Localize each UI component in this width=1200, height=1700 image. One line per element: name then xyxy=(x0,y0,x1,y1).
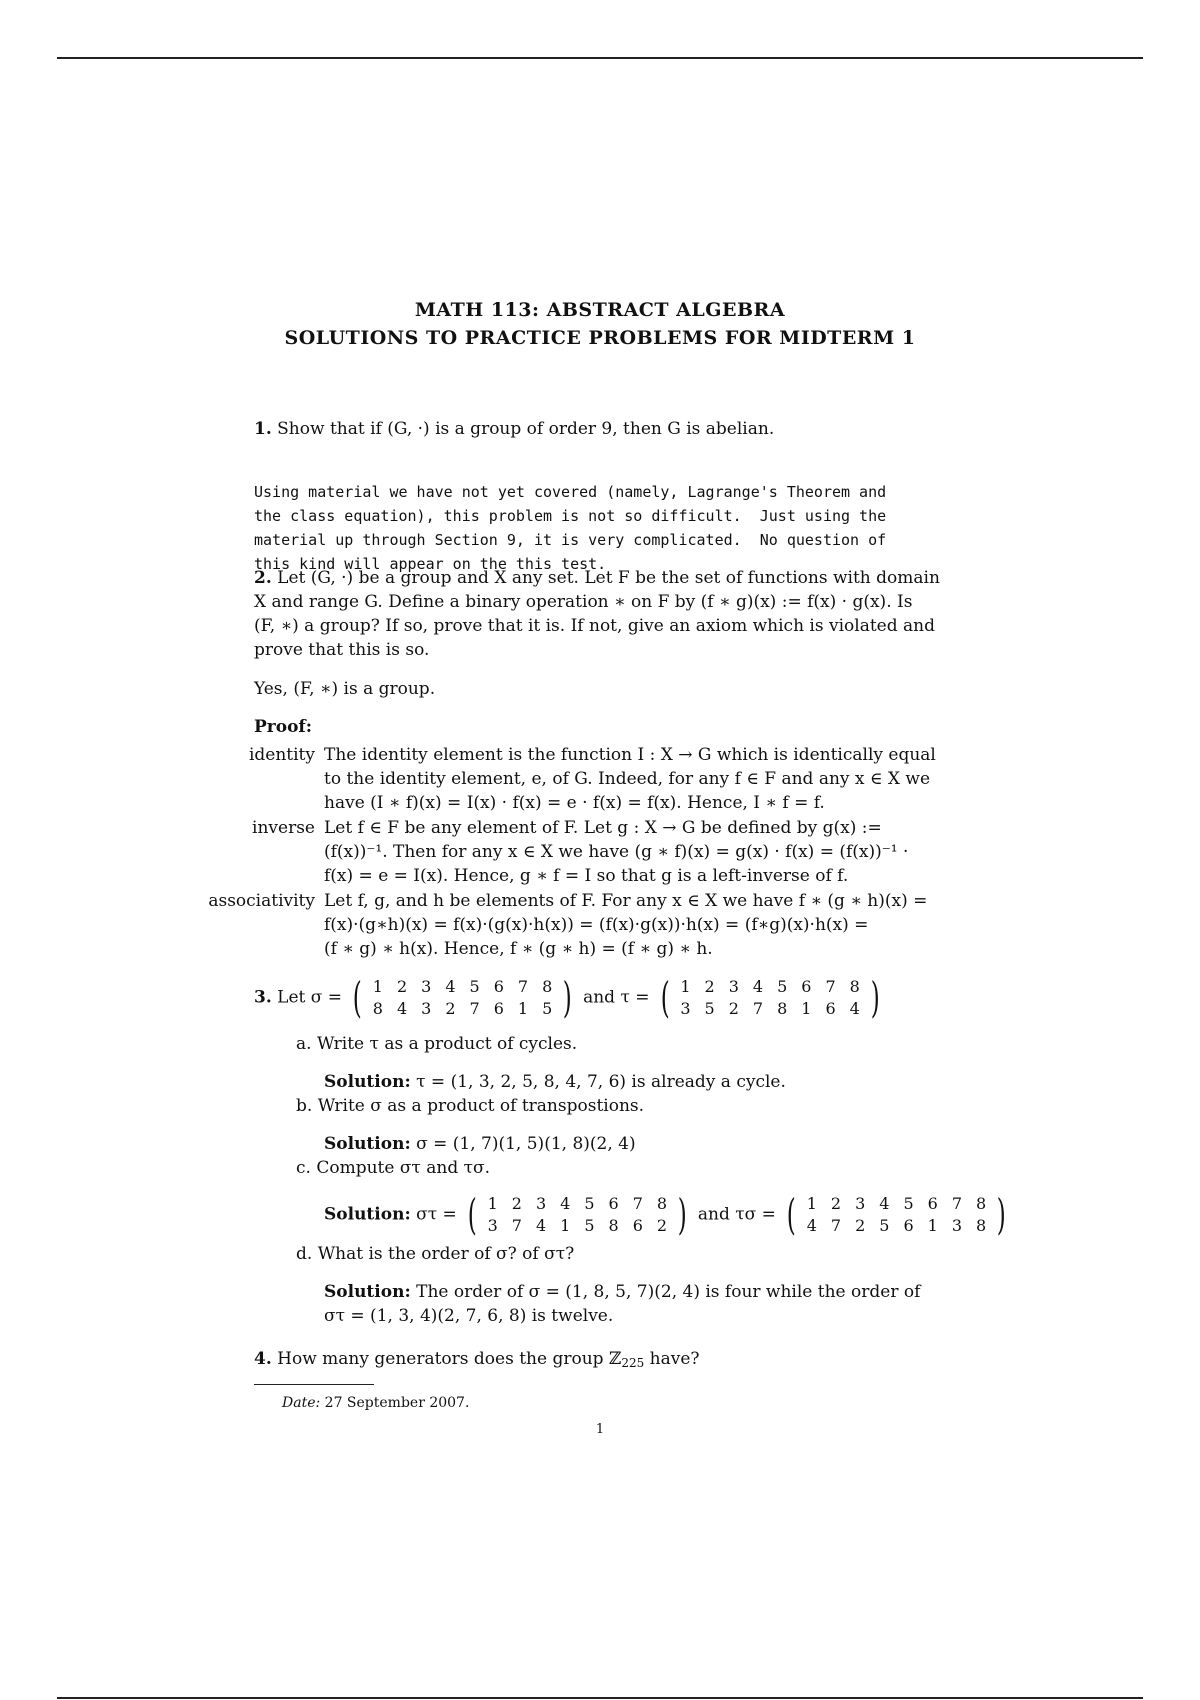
matrix-entry: 8 xyxy=(372,999,383,1018)
matrix-entry: 3 xyxy=(728,977,739,996)
problem-4-number: 4. xyxy=(254,1349,272,1369)
problem-3-statement xyxy=(254,973,994,1022)
right-paren: ) xyxy=(677,1190,687,1239)
proof-line: Let f ∈ F be any element of F. Let g : X → G be defined by g(x) := xyxy=(324,818,882,838)
proof-item-label: inverse xyxy=(252,818,315,838)
proof-label: Proof: xyxy=(254,717,313,737)
matrix-entry: 5 xyxy=(584,1194,595,1213)
left-paren: ( xyxy=(467,1190,477,1239)
matrix-top-row xyxy=(800,1193,994,1215)
matrix-entry: 8 xyxy=(976,1216,987,1235)
part-a-question: a. Write τ as a product of cycles. xyxy=(296,1034,578,1054)
problem-4-tail: have? xyxy=(644,1349,700,1369)
matrix-bottom-row xyxy=(800,1215,994,1237)
matrix-entry: 2 xyxy=(511,1194,522,1213)
matrix-entry: 7 xyxy=(825,977,836,996)
matrix-entry: 1 xyxy=(560,1216,571,1235)
problem-1-number: 1. xyxy=(254,419,272,439)
matrix-entry: 4 xyxy=(879,1194,890,1213)
matrix-entry: 1 xyxy=(806,1194,817,1213)
matrix-entry: 6 xyxy=(927,1194,938,1213)
right-paren: ) xyxy=(996,1190,1006,1239)
part-b-solution xyxy=(324,1132,636,1156)
matrix-entry: 3 xyxy=(855,1194,866,1213)
left-paren: ( xyxy=(353,973,363,1022)
question-line: (F, ∗) a group? If so, prove that it is. If not, give an axiom which is violated and xyxy=(254,616,935,636)
matrix-entry: 6 xyxy=(608,1194,619,1213)
matrix-entry: 6 xyxy=(493,977,504,996)
matrix-entry: 6 xyxy=(493,999,504,1018)
answer-line: this kind will appear on the this test. xyxy=(254,555,607,573)
solution-text: σ = (1, 7)(1, 5)(1, 8)(2, 4) xyxy=(416,1134,636,1154)
matrix-entry: 5 xyxy=(584,1216,595,1235)
matrix-entry: 8 xyxy=(542,977,553,996)
matrix-entry: 2 xyxy=(445,999,456,1018)
problem-1-question xyxy=(254,417,977,441)
let-sigma-text: Let σ = xyxy=(277,987,342,1008)
matrix-entry: 5 xyxy=(879,1216,890,1235)
matrix-entry: 5 xyxy=(704,999,715,1018)
solution-text: The order of σ = (1, 8, 5, 7)(2, 4) is four while the order of xyxy=(416,1282,921,1302)
part-b-question: b. Write σ as a product of transpostions. xyxy=(296,1096,645,1116)
matrix-entry: 3 xyxy=(487,1216,498,1235)
matrix-entry: 2 xyxy=(396,977,408,996)
matrix-entry: 2 xyxy=(656,1216,668,1235)
matrix-entry: 2 xyxy=(855,1216,866,1235)
matrix-entry: 8 xyxy=(608,1216,619,1235)
problem-4-subscript: 225 xyxy=(621,1356,645,1370)
matrix-entry: 1 xyxy=(680,977,691,996)
matrix-entry: 4 xyxy=(752,977,764,996)
matrix-entry: 7 xyxy=(951,1194,963,1213)
matrix-entry: 4 xyxy=(535,1216,547,1235)
matrix-entry: 3 xyxy=(680,999,691,1018)
proof-line: f(x) = e = I(x). Hence, g ∗ f = I so that g is a left-inverse of f. xyxy=(324,866,849,886)
part-d-question: d. What is the order of σ? of στ? xyxy=(296,1244,575,1264)
page-number: 1 xyxy=(595,1422,605,1437)
part-a-solution xyxy=(324,1070,786,1094)
proof-item-body xyxy=(324,743,979,815)
matrix-entry: 7 xyxy=(469,999,480,1018)
solution-label: Solution: xyxy=(324,1282,411,1302)
matrix-entry: 4 xyxy=(849,999,860,1018)
matrix-entry: 5 xyxy=(777,977,788,996)
problem-2-question xyxy=(254,566,977,662)
problem-4-question xyxy=(254,1347,977,1375)
matrix-entry: 7 xyxy=(752,999,764,1018)
left-paren: ( xyxy=(787,1190,797,1239)
proof-line: f(x)·(g∗h)(x) = f(x)·(g(x)·h(x)) = (f(x)·g(x))·h(x) = (f∗g)(x)·h(x) = xyxy=(324,915,869,935)
part-c-question: c. Compute στ and τσ. xyxy=(296,1158,491,1178)
tau-matrix xyxy=(657,973,883,1022)
proof-line: Let f, g, and h be elements of F. For any x ∈ X we have f ∗ (g ∗ h)(x) = xyxy=(324,891,928,911)
matrix-entry: 4 xyxy=(560,1194,571,1213)
matrix-entry: 8 xyxy=(976,1194,987,1213)
matrix-entry: 1 xyxy=(372,977,383,996)
proof-line: The identity element is the function I : X → G which is identically equal xyxy=(324,745,936,765)
right-paren: ) xyxy=(870,973,880,1022)
solution-label: Solution: xyxy=(324,1134,411,1154)
matrix-entry: 8 xyxy=(656,1194,668,1213)
problem-2-answer: Yes, (F, ∗) is a group. xyxy=(254,679,436,699)
matrix-entry: 3 xyxy=(951,1216,963,1235)
sigma-tau-text: στ = xyxy=(416,1204,457,1225)
matrix-entry: 7 xyxy=(517,977,529,996)
matrix-entry: 3 xyxy=(535,1194,547,1213)
proof-line: (f ∗ g) ∗ h(x). Hence, f ∗ (g ∗ h) = (f ∗ g) ∗ h. xyxy=(324,939,713,959)
matrix-entry: 1 xyxy=(801,999,812,1018)
bottom-rule xyxy=(57,1697,1143,1699)
and-tau-sigma-text: and τσ = xyxy=(697,1204,776,1225)
matrix-entry: 6 xyxy=(825,999,836,1018)
matrix-bottom-row xyxy=(366,998,560,1020)
footnote-text: 27 September 2007. xyxy=(324,1395,470,1411)
sigma-matrix xyxy=(349,973,575,1022)
matrix-top-row xyxy=(366,976,560,998)
matrix-top-row xyxy=(673,976,867,998)
matrix-entry: 5 xyxy=(903,1194,914,1213)
problem-4-text: How many generators does the group ℤ xyxy=(277,1349,622,1369)
sigma-tau-matrix xyxy=(464,1190,690,1239)
proof-line: (f(x))⁻¹. Then for any x ∈ X we have (g ∗ f)(x) = g(x) · f(x) = (f(x))⁻¹ · xyxy=(324,842,909,862)
matrix-entry: 5 xyxy=(469,977,480,996)
question-line: Let (G, ·) be a group and X any set. Let F be the set of functions with domain xyxy=(277,568,940,588)
matrix-bottom-row xyxy=(481,1215,675,1237)
matrix-entry: 3 xyxy=(421,977,432,996)
tau-sigma-matrix xyxy=(783,1190,1009,1239)
problem-3-number: 3. xyxy=(254,987,272,1008)
matrix-entry: 1 xyxy=(927,1216,938,1235)
solution-label: Solution: xyxy=(324,1204,411,1225)
matrix-entry: 7 xyxy=(632,1194,643,1213)
matrix-top-row xyxy=(481,1193,675,1215)
title-line-1: MATH 113: ABSTRACT ALGEBRA xyxy=(414,299,786,321)
matrix-entry: 7 xyxy=(511,1216,522,1235)
matrix-entry: 6 xyxy=(632,1216,643,1235)
matrix-entry: 1 xyxy=(517,999,529,1018)
matrix-entry: 5 xyxy=(542,999,553,1018)
matrix-entry: 4 xyxy=(806,1216,817,1235)
matrix-entry: 6 xyxy=(903,1216,914,1235)
matrix-entry: 8 xyxy=(777,999,788,1018)
matrix-entry: 7 xyxy=(830,1216,842,1235)
right-paren: ) xyxy=(562,973,572,1022)
part-c-solution xyxy=(324,1190,1064,1239)
matrix-entry: 4 xyxy=(445,977,456,996)
problem-1-text: Show that if (G, ·) is a group of order 9, then G is abelian. xyxy=(277,419,775,439)
matrix-entry: 1 xyxy=(487,1194,498,1213)
matrix-entry: 2 xyxy=(728,999,739,1018)
part-d-solution xyxy=(324,1280,979,1328)
proof-item-body xyxy=(324,816,979,888)
solution-text: στ = (1, 3, 4)(2, 7, 6, 8) is twelve. xyxy=(324,1306,614,1326)
answer-line: material up through Section 9, it is very complicated. No question of xyxy=(254,531,887,549)
matrix-entry: 3 xyxy=(421,999,432,1018)
matrix-entry: 6 xyxy=(801,977,812,996)
footnote-rule xyxy=(254,1384,374,1385)
proof-line: have (I ∗ f)(x) = I(x) · f(x) = e · f(x) = f(x). Hence, I ∗ f = f. xyxy=(324,793,825,813)
answer-line: Using material we have not yet covered (namely, Lagrange's Theorem and xyxy=(254,483,887,501)
footnote-label: Date: xyxy=(282,1395,321,1411)
title-line-2: SOLUTIONS TO PRACTICE PROBLEMS FOR MIDTERM 1 xyxy=(284,327,916,349)
problem-2-number: 2. xyxy=(254,568,272,588)
matrix-bottom-row xyxy=(673,998,867,1020)
left-paren: ( xyxy=(660,973,670,1022)
proof-item-body xyxy=(324,889,979,961)
proof-item-label: identity xyxy=(248,745,315,765)
proof-line: to the identity element, e, of G. Indeed, for any f ∈ F and any x ∈ X we xyxy=(324,769,931,789)
footnote xyxy=(282,1391,469,1415)
solution-label: Solution: xyxy=(324,1072,411,1092)
matrix-entry: 2 xyxy=(830,1194,842,1213)
proof-item-label: associativity xyxy=(208,891,315,911)
question-line: X and range G. Define a binary operation ∗ on F by (f ∗ g)(x) := f(x) · g(x). Is xyxy=(254,592,913,612)
answer-line: the class equation), this problem is not so difficult. Just using the xyxy=(254,507,887,525)
and-tau-text: and τ = xyxy=(583,987,650,1008)
matrix-entry: 2 xyxy=(704,977,715,996)
matrix-entry: 8 xyxy=(849,977,860,996)
solution-text: τ = (1, 3, 2, 5, 8, 4, 7, 6) is already a cycle. xyxy=(416,1072,786,1092)
question-line: prove that this is so. xyxy=(254,640,430,660)
matrix-entry: 4 xyxy=(396,999,408,1018)
